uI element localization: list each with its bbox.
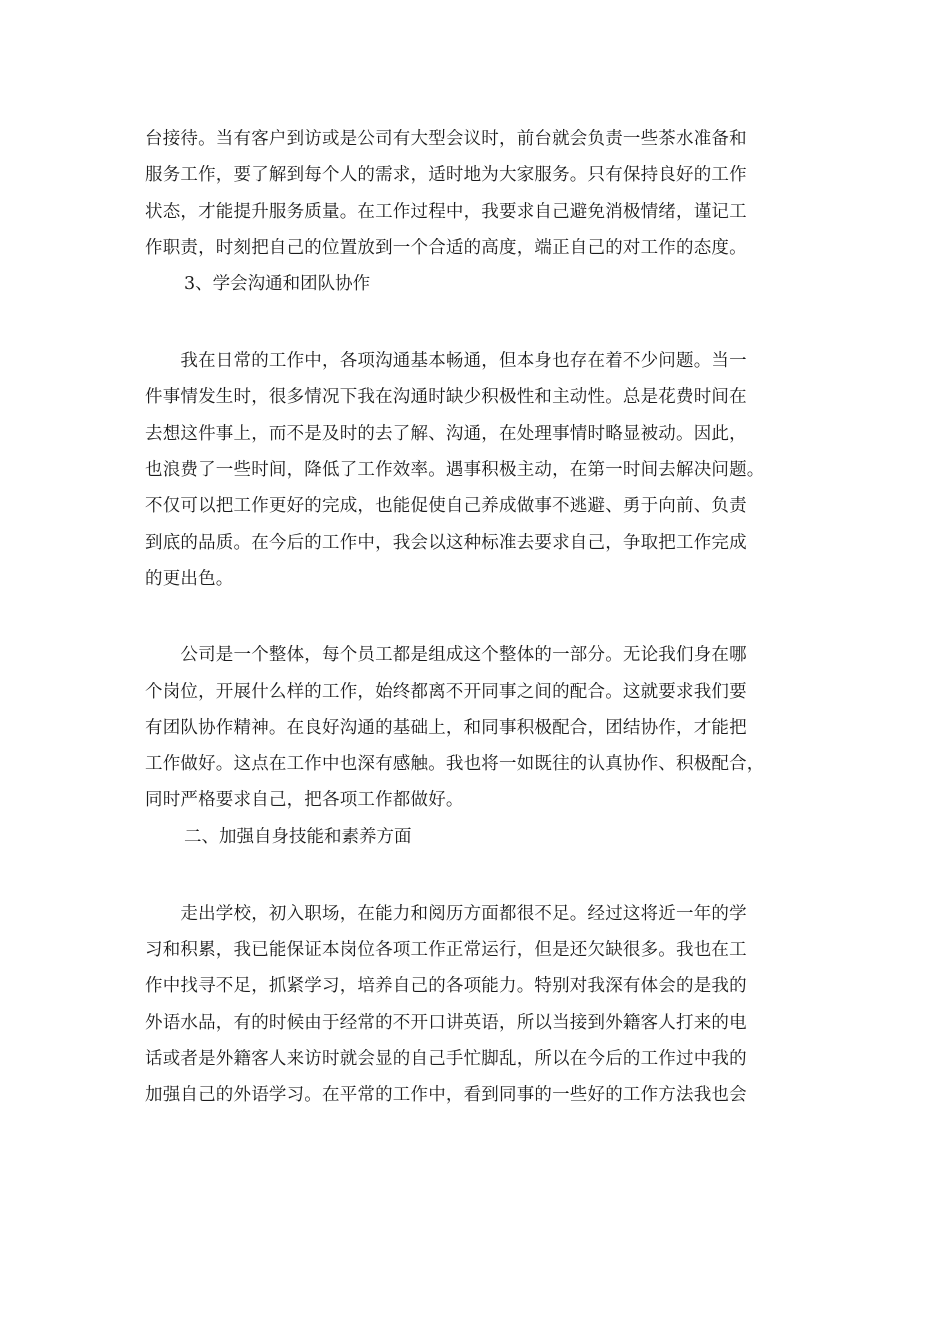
document-body: [145, 121, 825, 1114]
paragraph-skills: 走出学校，初入职场，在能力和阅历方面都很不足。经过这将近一年的学 习和积累，我已能保证本岗位各项工作正常运行，但是还欠缺很多。我也在工 作中找寻不足，抓紧学习，培养自己的各项能力。特别对我深有体会的是我的 外语水品，有的时候由于经常的不开口讲英语，所以当接到外籍客人打来的电 话或者是外籍客人来访时就会显的自己手忙脚乱，所以在今后的工作过中我的 加强自己的外语学习。在平常的工作中，看到同事的一些好的工作方法我也会: [145, 903, 747, 1106]
paragraph-front-desk-service: 台接待。当有客户到访或是公司有大型会议时，前台就会负责一些茶水准备和 服务工作，要了解到每个人的需求，适时地为大家服务。只有保持良好的工作 状态，才能提升服务质量。在工作过程中，我要求自己避免消极情绪，谨记工 作职责，时刻把自己的位置放到一个合适的高度，端正自己的对工作的态度。: [145, 129, 747, 258]
section-heading-skills: 二、加强自身技能和素养方面: [184, 826, 412, 847]
paragraph-teamwork: 公司是一个整体，每个员工都是组成这个整体的一部分。无论我们身在哪 个岗位，开展什么样的工作，始终都离不开同事之间的配合。这就要求我们要 有团队协作精神。在良好沟通的基础上，和同事积极配合，团结协作，才能把 工作做好。这点在工作中也深有感触。我也将一如既往的认真协作、积极配合， 同时严格要求自己，把各项工作都做好。: [145, 645, 765, 811]
section-heading-communication: 3、学会沟通和团队协作: [184, 274, 371, 295]
paragraph-communication: 我在日常的工作中，各项沟通基本畅通，但本身也存在着不少问题。当一 件事情发生时，很多情况下我在沟通时缺少积极性和主动性。总是花费时间在 去想这件事上，而不是及时的去了解、沟通，在处理事情时略显被动。因此， 也浪费了一些时间，降低了工作效率。遇事积极主动，在第一时间去解决问题。 不仅可以把工作更好的完成，也能促使自己养成做事不逃避、勇于向前、负责 到底的品质。在今后的工作中，我会以这种标准去要求自己，争取把工作完成 的更出色。: [145, 351, 765, 589]
